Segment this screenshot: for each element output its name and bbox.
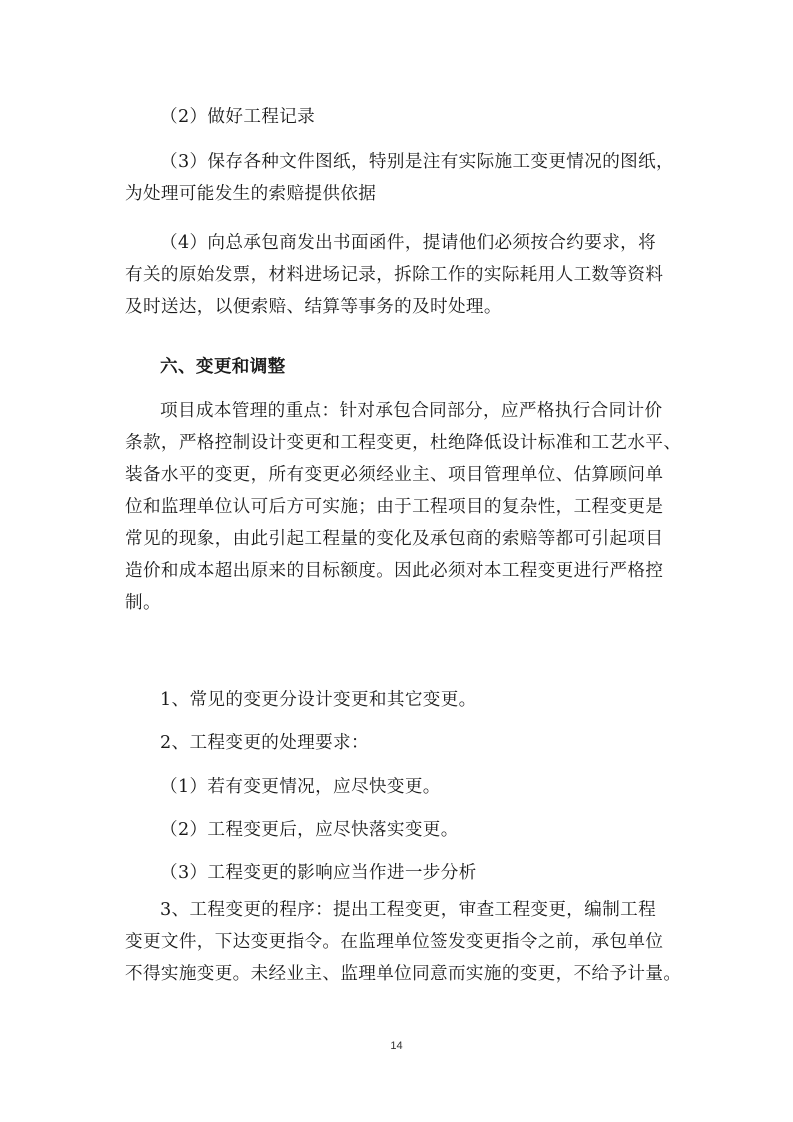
- paragraph-item-3: [125, 894, 682, 990]
- text-line: 位和监理单位认可后方可实施；由于工程项目的复杂性，工程变更是: [125, 497, 664, 517]
- text-line: 及时送达，以便索赔、结算等事务的及时处理。: [125, 297, 502, 317]
- paragraph-letter: [125, 227, 673, 323]
- text-line: （4）向总承包商发出书面函件，提请他们必须按合约要求，将: [160, 233, 657, 253]
- paragraph-subitem-2: [125, 814, 673, 846]
- text-line: 变更文件，下达变更指令。在监理单位签发变更指令之前，承包单位: [125, 932, 664, 952]
- section-heading: [125, 351, 673, 383]
- text-line: （3）保存各种文件图纸，特别是注有实际施工变更情况的图纸，: [160, 152, 674, 172]
- text-line: 有关的原始发票，材料进场记录，拆除工作的实际耗用人工数等资料: [125, 265, 664, 285]
- page-number: 14: [390, 1040, 403, 1052]
- paragraph-subitem-1: [125, 771, 673, 803]
- text-line: 不得实施变更。未经业主、监理单位同意而实施的变更，不给予计量。: [125, 964, 682, 984]
- text-line: 1、常见的变更分设计变更和其它变更。: [160, 690, 477, 710]
- paragraph-drawings: [125, 146, 673, 210]
- text-line: （1）若有变更情况，应尽快变更。: [160, 777, 441, 797]
- paragraph-record: [125, 101, 673, 133]
- paragraph-item-1: [125, 684, 673, 716]
- text-line: 制。: [125, 593, 161, 613]
- text-line: 条款，严格控制设计变更和工程变更，杜绝降低设计标准和工艺水平、: [125, 433, 682, 453]
- text-line: （2）做好工程记录: [160, 107, 316, 127]
- text-line: （3）工程变更的影响应当作进一步分析: [160, 863, 477, 883]
- paragraph-subitem-3: [125, 857, 673, 889]
- text-line: 常见的现象，由此引起工程量的变化及承包商的索赔等都可引起项目: [125, 529, 664, 549]
- paragraph-cost-management: [125, 395, 682, 619]
- paragraph-item-2: [125, 727, 673, 759]
- heading-text: 六、变更和调整: [160, 357, 286, 377]
- text-line: 3、工程变更的程序：提出工程变更，审查工程变更，编制工程: [160, 900, 657, 920]
- text-line: 项目成本管理的重点：针对承包合同部分，应严格执行合同计价: [160, 401, 663, 421]
- text-line: 为处理可能发生的索赔提供依据: [125, 184, 377, 204]
- text-line: 造价和成本超出原来的目标额度。因此必须对本工程变更进行严格控: [125, 561, 664, 581]
- text-line: 装备水平的变更，所有变更必须经业主、项目管理单位、估算顾问单: [125, 465, 664, 485]
- text-line: （2）工程变更后，应尽快落实变更。: [160, 820, 459, 840]
- text-line: 2、工程变更的处理要求：: [160, 733, 369, 753]
